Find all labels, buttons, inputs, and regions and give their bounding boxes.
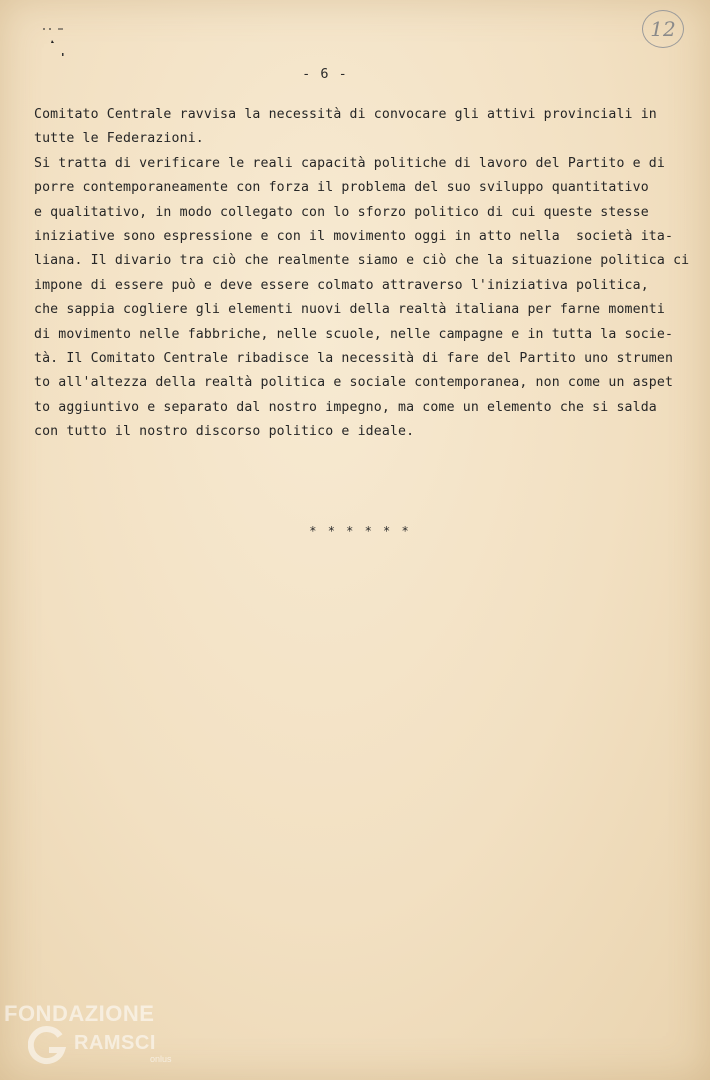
text-line: iniziative sono espressione e con il movimento oggi in atto nella società ita- <box>34 228 674 244</box>
text-line: Comitato Centrale ravvisa la necessità di convocare gli attivi provinciali in <box>34 107 657 122</box>
text-line: di movimento nelle fabbriche, nelle scuole, nelle campagne e in tutta la socie- <box>34 326 674 342</box>
text-line: liana. Il divario tra ciò che realmente siamo e ciò che la situazione politica ci <box>34 253 690 269</box>
watermark-line2: RAMSCI <box>74 1032 156 1054</box>
watermark-line1: FONDAZIONE <box>4 1001 155 1026</box>
foundation-watermark-logo <box>4 1001 172 1066</box>
text-line: to aggiuntivo e separato dal nostro impegno, ma come un elemento che si salda <box>34 399 657 415</box>
page-number: - 6 - <box>302 66 348 82</box>
text-line: to all'altezza della realtà politica e sociale contemporanea, non come un aspet <box>34 375 674 391</box>
text-line: e qualitativo, in modo collegato con lo sforzo politico di cui queste stesse <box>34 204 649 220</box>
typed-body-text <box>34 103 696 444</box>
section-separator: * * * * * * <box>309 524 411 538</box>
text-line: con tutto il nostro discorso politico e ideale. <box>34 424 415 440</box>
text-line: tà. Il Comitato Centrale ribadisce la necessità di fare del Partito uno strumen <box>34 350 674 366</box>
watermark-suffix: onlus <box>150 1054 172 1064</box>
watermark-g-logo-icon <box>28 1026 68 1066</box>
text-line: Si tratta di verificare le reali capacità politiche di lavoro del Partito e di <box>34 155 665 171</box>
stray-ink-marks <box>40 24 70 61</box>
text-line: tutte le Federazioni. <box>34 131 204 147</box>
text-line: impone di essere può e deve essere colmato attraverso l'iniziativa politica, <box>34 277 649 293</box>
archive-page-number-stamp: 12 <box>642 10 684 48</box>
text-line: che sappia cogliere gli elementi nuovi della realtà italiana per farne momenti <box>34 302 665 318</box>
text-line: porre contemporaneamente con forza il problema del suo sviluppo quantitativo <box>34 180 649 196</box>
